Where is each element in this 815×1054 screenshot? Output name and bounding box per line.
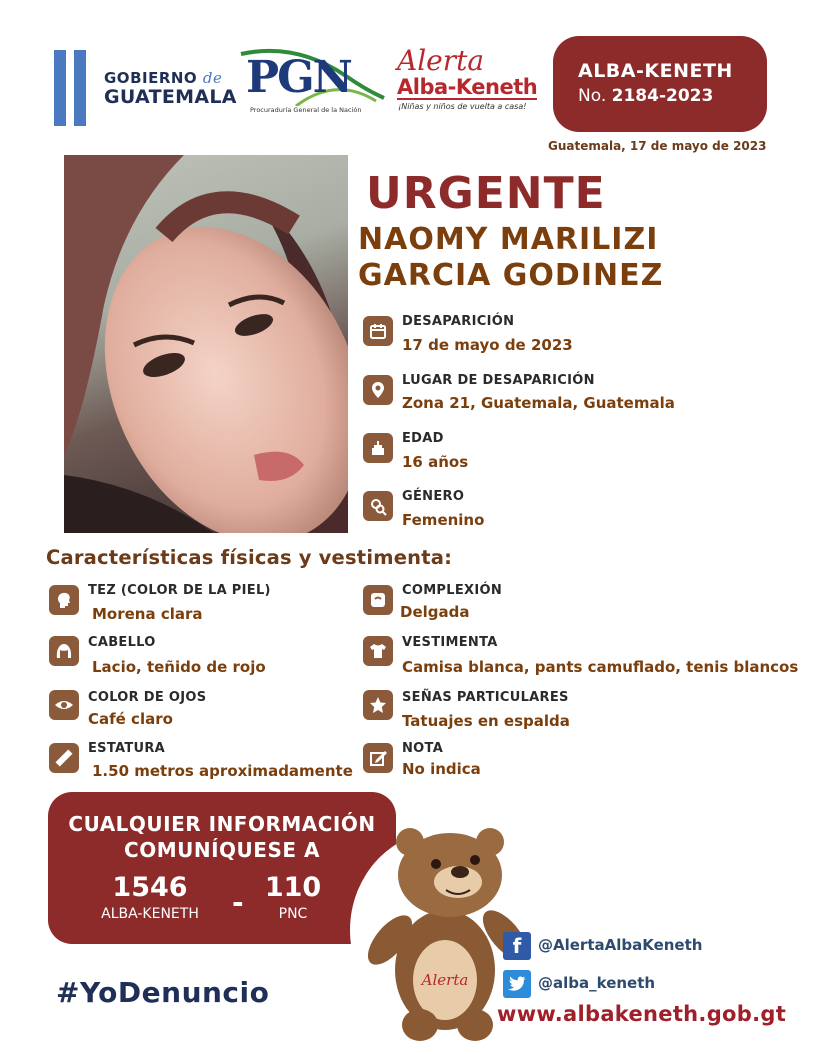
hotline-label: ALBA-KENETH: [101, 906, 199, 922]
twitter-icon[interactable]: [503, 970, 531, 998]
note-icon: [363, 743, 393, 773]
physical-section-title: Características físicas y vestimenta:: [46, 546, 453, 569]
alerta-logo-title: Alerta: [397, 44, 485, 77]
detail-label-location: LUGAR DE DESAPARICIÓN: [402, 373, 595, 388]
eye-icon: [49, 690, 79, 720]
gov-logo-bar-right: [74, 50, 86, 126]
phys-label-height: ESTATURA: [88, 741, 166, 756]
star-icon: [363, 690, 393, 720]
website-link[interactable]: www.albakeneth.gob.gt: [497, 1002, 787, 1026]
twitter-handle[interactable]: @alba_keneth: [538, 974, 656, 992]
case-number: No. 2184-2023: [578, 86, 714, 106]
phys-value-hair: Lacio, teñido de rojo: [92, 658, 266, 676]
alerta-logo-subtitle: Alba-Keneth: [397, 75, 538, 99]
hotline-number: 1546: [112, 872, 188, 903]
contact-line2: COMUNÍQUESE A: [124, 838, 320, 862]
detail-label-gender: GÉNERO: [402, 489, 465, 504]
phys-value-clothing: Camisa blanca, pants camuflado, tenis blancos: [402, 658, 799, 676]
missing-person-photo: [64, 155, 348, 533]
contact-separator: -: [232, 886, 244, 919]
facebook-handle[interactable]: @AlertaAlbaKeneth: [538, 936, 703, 954]
phys-value-note: No indica: [402, 760, 481, 778]
phys-label-clothing: VESTIMENTA: [402, 635, 498, 650]
gov-logo-line1: GOBIERNO de: [104, 69, 223, 87]
phys-value-build: Delgada: [400, 603, 470, 621]
gov-logo-line2: GUATEMALA: [104, 86, 237, 108]
police-label: PNC: [278, 906, 308, 922]
calendar-icon: [363, 316, 393, 346]
detail-value-age: 16 años: [402, 453, 469, 471]
phys-label-skin: TEZ (COLOR DE LA PIEL): [88, 583, 271, 598]
phys-value-eyes: Café claro: [88, 710, 173, 728]
location-pin-icon: [363, 375, 393, 405]
phys-label-note: NOTA: [402, 741, 444, 756]
phys-label-hair: CABELLO: [88, 635, 156, 650]
phys-label-eyes: COLOR DE OJOS: [88, 690, 207, 705]
ruler-icon: [49, 743, 79, 773]
case-date: Guatemala, 17 de mayo de 2023: [548, 139, 767, 153]
svg-text:Alerta: Alerta: [421, 971, 469, 989]
phys-value-skin: Morena clara: [92, 605, 203, 623]
person-name-line2: GARCIA GODINEZ: [358, 258, 664, 293]
hashtag: #YoDenuncio: [56, 976, 270, 1009]
phys-value-height: 1.50 metros aproximadamente: [92, 762, 353, 780]
gov-logo-bar-left: [54, 50, 66, 126]
police-number: 110: [264, 872, 322, 903]
pgn-subtitle: Procuraduría General de la Nación: [250, 106, 362, 114]
detail-value-disappearance: 17 de mayo de 2023: [402, 336, 573, 354]
scale-icon: [363, 585, 393, 615]
detail-value-location: Zona 21, Guatemala, Guatemala: [402, 394, 675, 412]
phys-value-marks: Tatuajes en espalda: [402, 712, 570, 730]
case-badge: [553, 36, 767, 132]
birthday-cake-icon: [363, 433, 393, 463]
urgency-heading: URGENTE: [366, 168, 606, 219]
case-program: ALBA-KENETH: [578, 60, 733, 82]
detail-label-age: EDAD: [402, 431, 444, 446]
pgn-logo: PGN: [246, 52, 351, 103]
phys-label-marks: SEÑAS PARTICULARES: [402, 690, 569, 705]
gender-icon: [363, 491, 393, 521]
person-name-line1: NAOMY MARILIZI: [358, 222, 659, 257]
alerta-logo-tagline: ¡Niñas y niños de vuelta a casa!: [398, 102, 527, 111]
contact-line1: CUALQUIER INFORMACIÓN: [68, 812, 376, 836]
phys-label-build: COMPLEXIÓN: [402, 583, 503, 598]
head-profile-icon: [49, 585, 79, 615]
hair-icon: [49, 636, 79, 666]
detail-label-disappearance: DESAPARICIÓN: [402, 314, 515, 329]
shirt-icon: [363, 636, 393, 666]
facebook-icon[interactable]: f: [503, 932, 531, 960]
detail-value-gender: Femenino: [402, 511, 485, 529]
